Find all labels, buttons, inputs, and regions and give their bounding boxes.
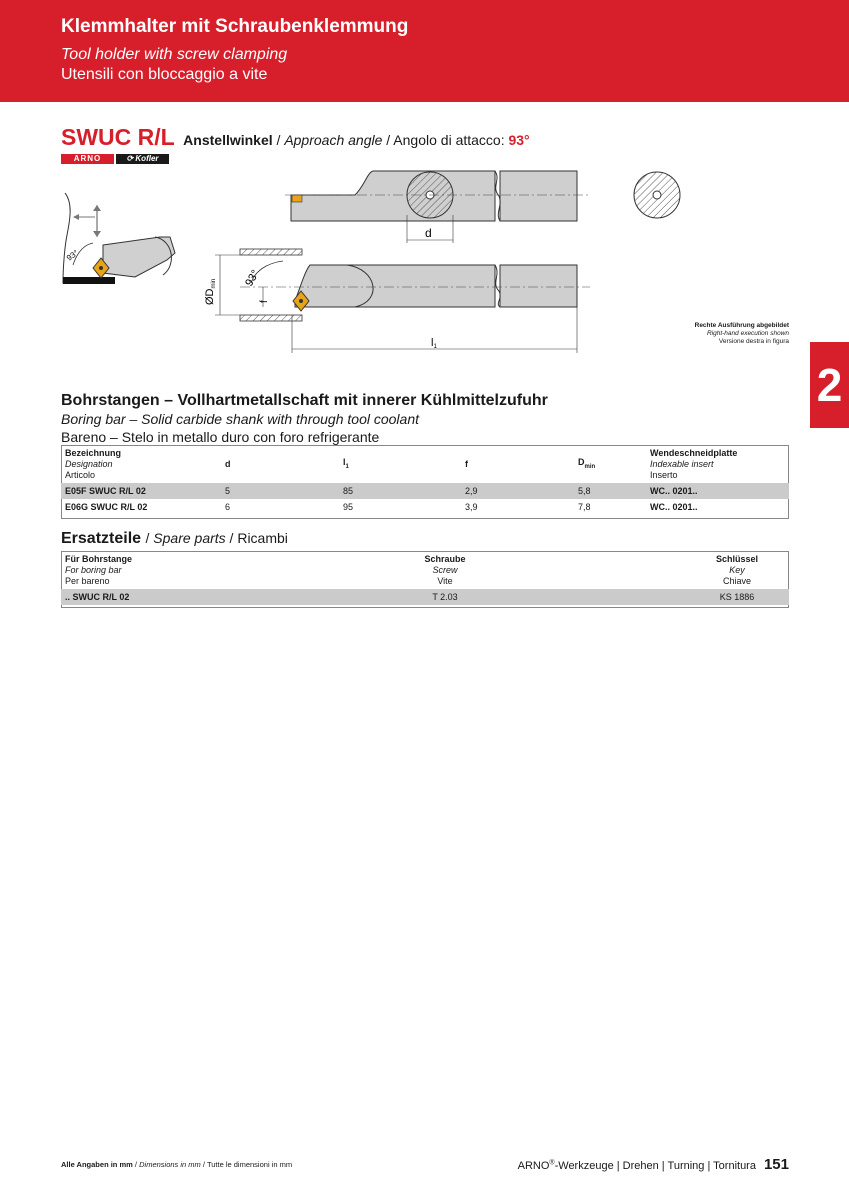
dim-dmin-sub: min: [211, 278, 217, 289]
boring-bar-table: [61, 445, 789, 515]
hdr-screw-en: Screw: [432, 565, 458, 575]
cell-l1: 95: [343, 502, 354, 512]
footer-categories: -Werkzeuge | Drehen | Turning | Tornitura: [554, 1160, 756, 1172]
kofler-logo: ⟳ Kofler: [116, 154, 169, 164]
spare-title-en: Spare parts: [153, 530, 226, 546]
hdr-for-it: Per bareno: [65, 576, 110, 586]
cell-dmin: 7,8: [578, 502, 591, 512]
hdr-dmin-sub: min: [584, 463, 596, 470]
cell-insert: WC.. 0201..: [650, 502, 698, 512]
angle-value: 93°: [508, 132, 530, 148]
dim-f-label: f: [259, 300, 270, 303]
kofler-logo-text: Kofler: [135, 154, 159, 163]
angle-label-de: Anstellwinkel: [183, 132, 273, 148]
hdr-screw-it: Vite: [437, 576, 453, 586]
table-row: [61, 483, 789, 499]
dim-l1-label: [431, 337, 437, 350]
dim-l1-sub: 1: [433, 344, 437, 350]
cell-screw: T 2.03: [301, 589, 589, 605]
footer-left-de: Alle Angaben in mm: [61, 1160, 133, 1169]
table-header: [61, 446, 789, 484]
header-title-en: Tool holder with screw clamping: [61, 46, 288, 63]
table-header: [61, 552, 789, 590]
angle-label-small: 93°: [64, 248, 81, 263]
front-view-bar: [204, 249, 590, 353]
cell-insert: WC.. 0201..: [646, 483, 789, 499]
hdr-for-en: For boring bar: [65, 565, 122, 575]
cell-designation: E06G SWUC R/L 02: [65, 502, 148, 512]
footer-brand: ARNO: [517, 1160, 550, 1172]
dim-l1-text: l: [431, 337, 434, 349]
section-title-de: Bohrstangen – Vollhartmetallschaft mit innerer Kühlmittelzufuhr: [61, 392, 548, 409]
cell-for: .. SWUC R/L 02: [61, 589, 301, 605]
sep: /: [229, 530, 234, 546]
hdr-insert-it: Inserto: [650, 470, 678, 480]
approach-angle-line: [183, 132, 529, 148]
cell-designation: E05F SWUC R/L 02: [61, 483, 221, 499]
hdr-key-it: Chiave: [722, 576, 751, 586]
hdr-dmin-text: D: [578, 456, 585, 467]
side-view-workpiece: [63, 193, 175, 284]
cell-dmin: 5,8: [574, 483, 646, 499]
hdr-l1: [339, 446, 461, 484]
hdr-f: f: [461, 446, 574, 484]
col-designation: [61, 446, 221, 484]
cell-d: 6: [225, 502, 231, 512]
spare-title-de: Ersatzteile: [61, 530, 142, 547]
product-code: SWUC R/L: [61, 124, 175, 150]
note-de: Rechte Ausführung abgebildet: [694, 322, 789, 329]
hdr-l1-text: l: [343, 456, 346, 467]
sep: /: [145, 530, 150, 546]
spare-title-it: Ricambi: [237, 530, 288, 546]
spare-parts-table: [61, 551, 789, 605]
cell-key: KS 1886: [589, 589, 789, 605]
col-screw: [301, 552, 589, 590]
technical-drawing: [55, 165, 755, 360]
sep: /: [134, 1160, 138, 1169]
hdr-designation-it: Articolo: [65, 470, 96, 480]
hdr-for-de: Für Bohrstange: [65, 554, 133, 564]
dim-d-label: d: [425, 226, 432, 240]
footer-left-en: Dimensions in mm: [139, 1160, 201, 1169]
chapter-tab: 2: [810, 342, 849, 428]
col-for: [61, 552, 301, 590]
brand-logos: [61, 154, 169, 164]
hdr-insert-de: Wendeschneidplatte: [650, 448, 738, 458]
hdr-designation-en: Designation: [65, 459, 113, 469]
table-row: [61, 499, 789, 515]
execution-note: [695, 322, 789, 346]
arno-logo: ARNO: [61, 154, 114, 164]
col-insert: [646, 446, 789, 484]
page-header: [0, 0, 849, 102]
table-row: [61, 589, 789, 605]
hdr-designation-de: Bezeichnung: [65, 448, 122, 458]
product-heading: [61, 124, 530, 151]
header-title-it: Utensili con bloccaggio a vite: [61, 66, 268, 83]
hdr-screw-de: Schraube: [424, 554, 466, 564]
spare-parts-heading: [61, 530, 288, 548]
dim-dmin-label: [204, 279, 217, 305]
sep: /: [202, 1160, 205, 1169]
cell-f: 2,9: [461, 483, 574, 499]
hdr-key-de: Schlüssel: [715, 554, 759, 564]
note-it: Versione destra in figura: [718, 338, 789, 345]
top-view-bar: [285, 171, 680, 243]
section-title-it: Bareno – Stelo in metallo duro con foro refrigerante: [61, 429, 380, 445]
angle-label-main: 93°: [243, 268, 262, 289]
angle-label-it: Angolo di attacco:: [393, 132, 505, 148]
section-title-en: Boring bar – Solid carbide shank with through tool coolant: [61, 411, 419, 427]
note-en: Right-hand execution shown: [706, 330, 789, 337]
cell-d: 5: [221, 483, 339, 499]
hdr-key-en: Key: [729, 565, 745, 575]
col-key: [589, 552, 789, 590]
hdr-dmin: [574, 446, 646, 484]
footer-right: [518, 1156, 789, 1173]
footer-left-it: Tutte le dimensioni in mm: [206, 1160, 293, 1169]
page-number: 151: [763, 1156, 789, 1173]
sep: /: [276, 132, 281, 148]
sep: /: [386, 132, 391, 148]
hdr-l1-sub: 1: [345, 463, 349, 470]
dim-dmin-text: ØD: [204, 288, 216, 305]
hdr-d: d: [221, 446, 339, 484]
footer-reg: ®: [549, 1159, 555, 1167]
header-title-de: Klemmhalter mit Schraubenklemmung: [61, 16, 409, 37]
footer-units-note: [61, 1160, 292, 1169]
angle-label-en: Approach angle: [284, 132, 383, 148]
cell-f: 3,9: [465, 502, 478, 512]
cell-l1: 85: [339, 483, 461, 499]
hdr-insert-en: Indexable insert: [650, 459, 714, 469]
spare-title-rest: [146, 530, 288, 546]
